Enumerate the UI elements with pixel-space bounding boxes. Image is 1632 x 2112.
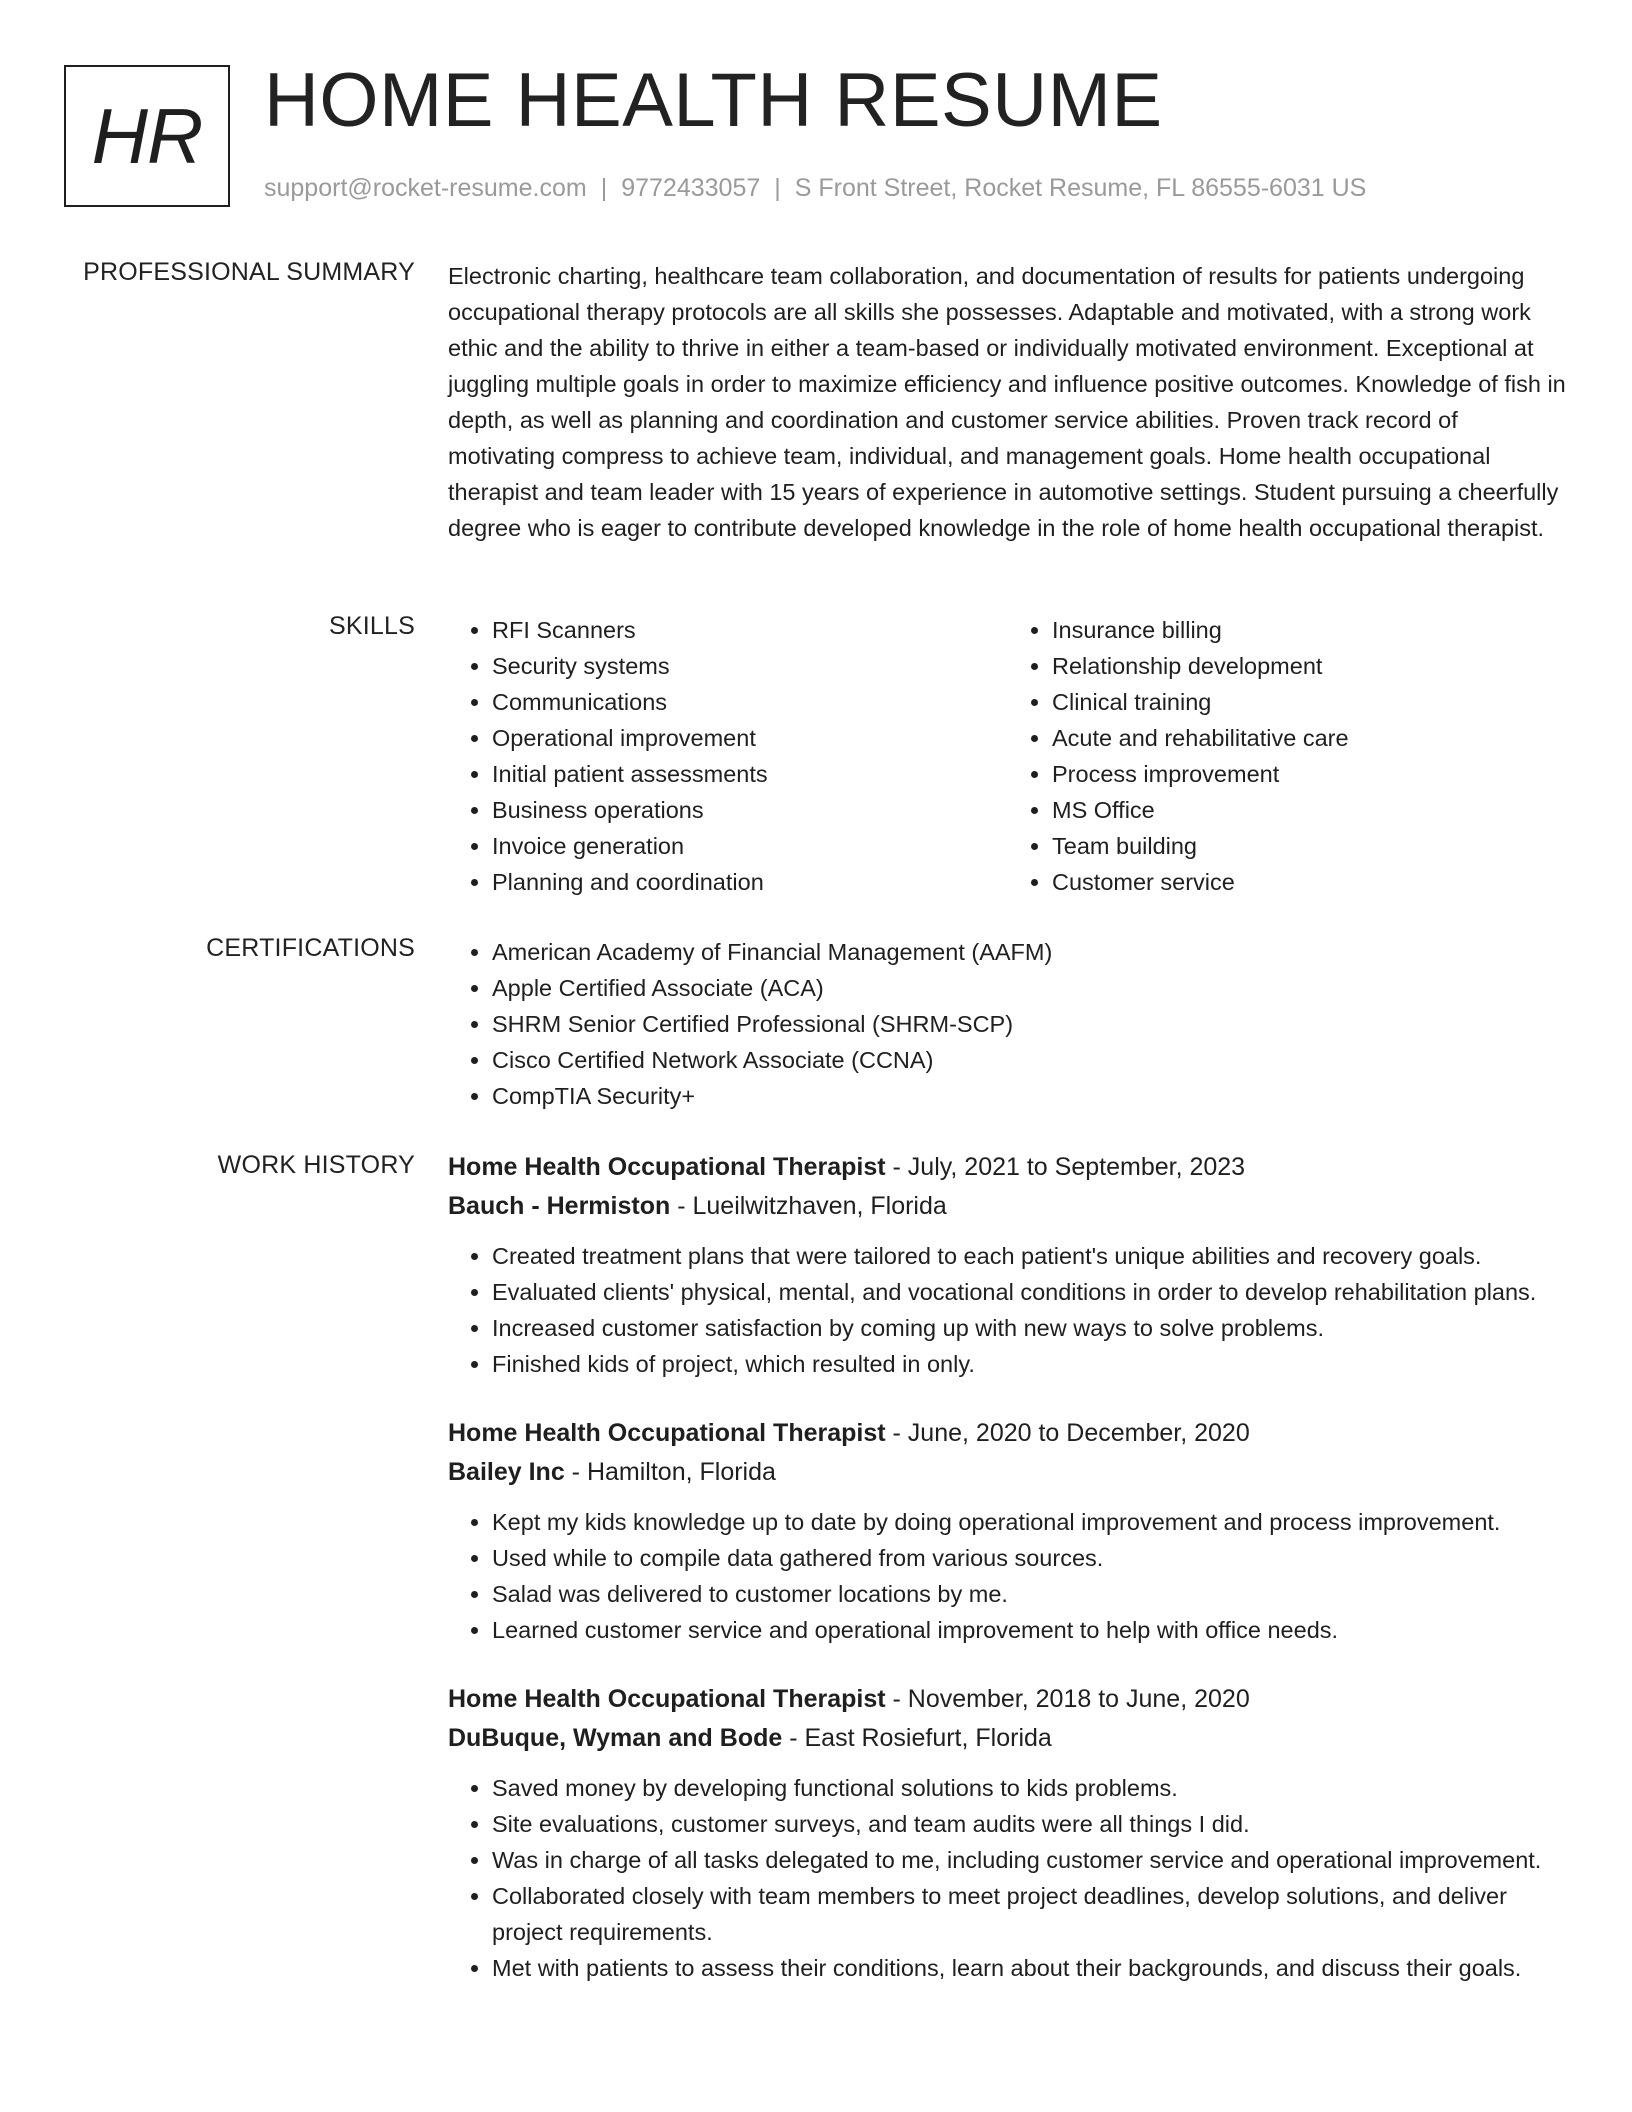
- job-title: Home Health Occupational Therapist: [448, 1685, 886, 1713]
- skill-item: • Business operations: [492, 792, 1008, 828]
- contact-separator: |: [774, 174, 781, 202]
- certification-item: • CompTIA Security+: [492, 1078, 1568, 1114]
- job-bullet: • Increased customer satisfaction by coming up with new ways to solve problems.: [492, 1310, 1568, 1346]
- skill-item: • Clinical training: [1052, 684, 1568, 720]
- job-entry: [448, 1414, 1568, 1648]
- skill-item: • RFI Scanners: [492, 612, 1008, 648]
- certification-item: • Cisco Certified Network Associate (CCNA): [492, 1042, 1568, 1078]
- skill-item: • Operational improvement: [492, 720, 1008, 756]
- certification-item: • American Academy of Financial Management (AAFM): [492, 934, 1568, 970]
- job-bullet: • Met with patients to assess their conditions, learn about their backgrounds, and discuss their goals.: [492, 1950, 1568, 1986]
- skill-item: • Security systems: [492, 648, 1008, 684]
- job-title: Home Health Occupational Therapist: [448, 1153, 886, 1181]
- job-entry: [448, 1680, 1568, 1986]
- skills-section: [448, 612, 1568, 900]
- job-bullets: [448, 1238, 1568, 1382]
- job-bullet: • Salad was delivered to customer locations by me.: [492, 1576, 1568, 1612]
- certifications-section: [448, 934, 1568, 1114]
- skill-item: • Communications: [492, 684, 1008, 720]
- job-bullet: • Evaluated clients' physical, mental, and vocational conditions in order to develop rehabilitation plans.: [492, 1274, 1568, 1310]
- job-dates: - July, 2021 to September, 2023: [885, 1153, 1246, 1181]
- job-bullet: • Site evaluations, customer surveys, and team audits were all things I did.: [492, 1806, 1568, 1842]
- skills-columns: [448, 612, 1568, 900]
- skill-item: • Planning and coordination: [492, 864, 1008, 900]
- skill-item: • Acute and rehabilitative care: [1052, 720, 1568, 756]
- certification-item: • Apple Certified Associate (ACA): [492, 970, 1568, 1006]
- job-location: - Lueilwitzhaven, Florida: [670, 1192, 947, 1220]
- job-company: DuBuque, Wyman and Bode: [448, 1724, 783, 1752]
- job-location: - East Rosiefurt, Florida: [782, 1724, 1052, 1752]
- section-label-skills: SKILLS: [329, 612, 415, 640]
- job-title-line: [448, 1680, 1568, 1719]
- monogram-text: HR: [91, 91, 203, 180]
- job-dates: - November, 2018 to June, 2020: [885, 1685, 1250, 1713]
- skills-list-right: [1008, 612, 1568, 900]
- job-bullet: • Saved money by developing functional solutions to kids problems.: [492, 1770, 1568, 1806]
- job-bullet: • Kept my kids knowledge up to date by doing operational improvement and process improvement.: [492, 1504, 1568, 1540]
- skill-item: • Team building: [1052, 828, 1568, 864]
- contact-separator: |: [600, 174, 608, 202]
- job-company-line: [448, 1187, 1568, 1226]
- job-dates: - June, 2020 to December, 2020: [885, 1419, 1250, 1447]
- section-label-summary: PROFESSIONAL SUMMARY: [83, 258, 415, 286]
- job-company-line: [448, 1719, 1568, 1758]
- job-bullet: • Was in charge of all tasks delegated to me, including customer service and operational improvement.: [492, 1842, 1568, 1878]
- work-history-section: [448, 1148, 1568, 2018]
- section-label-work-history: WORK HISTORY: [217, 1151, 415, 1179]
- contact-line: [264, 174, 1366, 203]
- job-entry: [448, 1148, 1568, 1382]
- skill-item: • Relationship development: [1052, 648, 1568, 684]
- section-label-certifications: CERTIFICATIONS: [206, 934, 415, 962]
- certification-item: • SHRM Senior Certified Professional (SHRM-SCP): [492, 1006, 1568, 1042]
- skill-item: • Process improvement: [1052, 756, 1568, 792]
- skill-item: • MS Office: [1052, 792, 1568, 828]
- contact-email: support@rocket-resume.com: [264, 174, 587, 202]
- skill-item: • Customer service: [1052, 864, 1568, 900]
- job-title: Home Health Occupational Therapist: [448, 1419, 886, 1447]
- monogram-box: [64, 65, 230, 207]
- skill-item: • Insurance billing: [1052, 612, 1568, 648]
- contact-address: S Front Street, Rocket Resume, FL 86555-6031 US: [794, 174, 1367, 202]
- resume-title: HOME HEALTH RESUME: [264, 58, 1163, 143]
- summary-section: [448, 258, 1568, 546]
- job-title-line: [448, 1148, 1568, 1187]
- skill-item: • Initial patient assessments: [492, 756, 1008, 792]
- job-bullet: • Finished kids of project, which resulted in only.: [492, 1346, 1568, 1382]
- certifications-list: [448, 934, 1568, 1114]
- job-company-line: [448, 1453, 1568, 1492]
- job-bullets: [448, 1770, 1568, 1986]
- job-bullet: • Collaborated closely with team members to meet project deadlines, develop solutions, and deliver project requirements.: [492, 1878, 1568, 1950]
- skill-item: • Invoice generation: [492, 828, 1008, 864]
- job-bullet: • Learned customer service and operational improvement to help with office needs.: [492, 1612, 1568, 1648]
- job-company: Bauch - Hermiston: [448, 1192, 671, 1220]
- job-bullet: • Used while to compile data gathered from various sources.: [492, 1540, 1568, 1576]
- job-title-line: [448, 1414, 1568, 1453]
- contact-phone: 9772433057: [621, 174, 761, 202]
- job-bullet: • Created treatment plans that were tailored to each patient's unique abilities and recovery goals.: [492, 1238, 1568, 1274]
- skills-list-left: [448, 612, 1008, 900]
- job-company: Bailey Inc: [448, 1458, 565, 1486]
- summary-text: Electronic charting, healthcare team collaboration, and documentation of results for patients undergoing occupational therapy protocols are all skills she possesses. Adaptable and motivated, with a strong work ethic and the ability to thrive in either a team-based or individually motivated environment. Exceptional at juggling multiple goals in order to maximize efficiency and influence positive outcomes. Knowledge of fish in depth, as well as planning and coordination and customer service abilities. Proven track record of motivating compress to achieve team, individual, and management goals. Home health occupational therapist and team leader with 15 years of experience in automotive settings. Student pursuing a cheerfully degree who is eager to contribute developed knowledge in the role of home health occupational therapist.: [448, 263, 1566, 541]
- job-location: - Hamilton, Florida: [564, 1458, 776, 1486]
- job-bullets: [448, 1504, 1568, 1648]
